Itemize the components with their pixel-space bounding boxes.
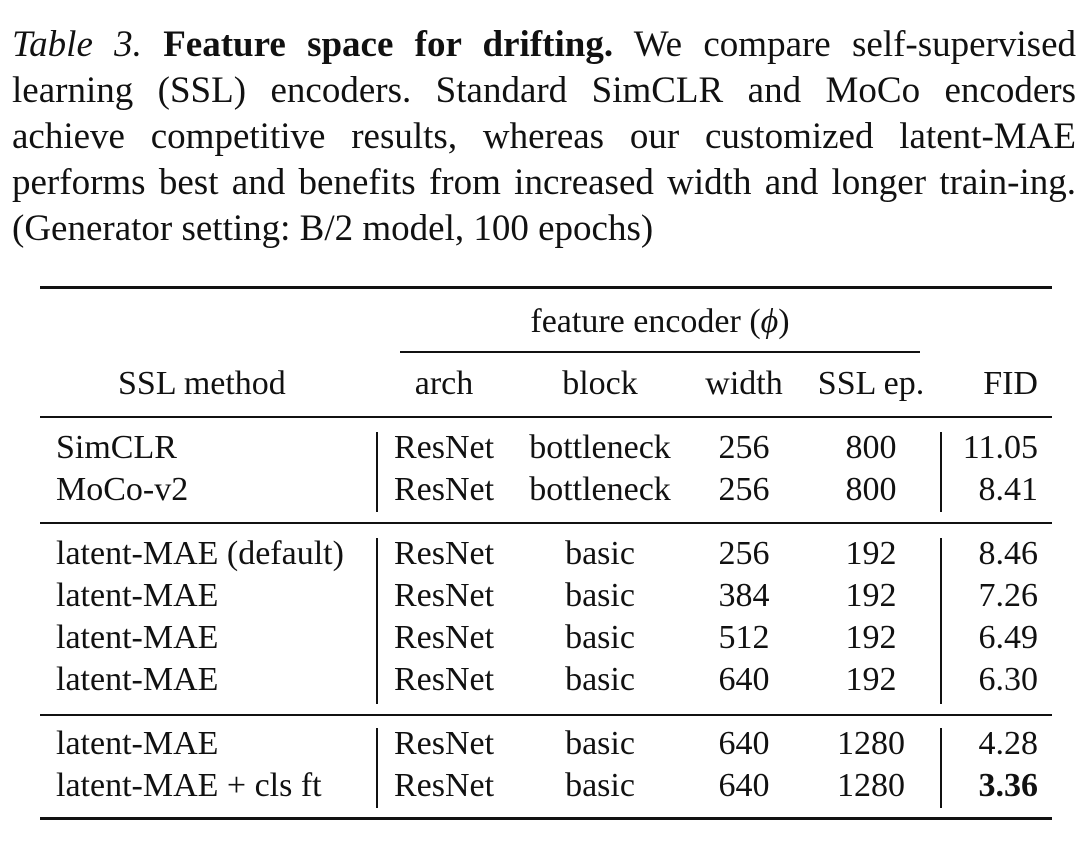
table-row-6-width: 640: [718, 725, 770, 762]
table-row-1-width: 256: [718, 471, 770, 508]
table-row-1-arch: ResNet: [393, 471, 495, 508]
table-row-2-block: basic: [565, 535, 635, 572]
caption-title: Feature space for drifting.: [163, 24, 614, 65]
table-row-3-fid: 7.26: [978, 577, 1038, 614]
header-ssl-ep: SSL ep.: [817, 365, 925, 402]
bottom-rule: [40, 817, 1052, 820]
table-row-2-sslep: 192: [845, 535, 897, 572]
table-row-6-block: basic: [565, 725, 635, 762]
table-row-5-arch: ResNet: [393, 661, 495, 698]
header-arch: arch: [414, 365, 474, 402]
table-row-6-arch: ResNet: [393, 725, 495, 762]
table-row-5-sslep: 192: [845, 661, 897, 698]
table-row-6-method: latent-MAE: [56, 725, 219, 762]
top-rule: [40, 286, 1052, 289]
table-row-5-width: 640: [718, 661, 770, 698]
table-row-1-fid: 8.41: [978, 471, 1038, 508]
table-row-0-sslep: 800: [845, 429, 897, 466]
table-row-0-method: SimCLR: [56, 429, 177, 466]
table-row-1-method: MoCo-v2: [56, 471, 189, 508]
vline-left-g3: [376, 728, 378, 808]
group-header: feature encoder (ϕ): [530, 303, 790, 340]
table-row-5-fid: 6.30: [978, 661, 1038, 698]
table-row-1-block: bottleneck: [529, 471, 671, 508]
table-row-0-width: 256: [718, 429, 770, 466]
table-row-6-fid: 4.28: [978, 725, 1038, 762]
table-row-4-fid: 6.49: [978, 619, 1038, 656]
table-row-3-arch: ResNet: [393, 577, 495, 614]
group-rule-1: [40, 522, 1052, 524]
table-row-2-width: 256: [718, 535, 770, 572]
header-width: width: [705, 365, 783, 402]
caption-text: We compare self-supervised learning (SSL) encoders. Standard SimCLR and MoCo encoders achieve competitive results, whereas our customized latent-MAE performs best and benefits from increased width and longer train-ing. (Generator setting: B/2 model, 100 epochs): [12, 24, 1076, 249]
table-row-4-sslep: 192: [845, 619, 897, 656]
table-row-0-arch: ResNet: [393, 429, 495, 466]
table-row-4-method: latent-MAE: [56, 619, 219, 656]
table-row-2-method: latent-MAE (default): [56, 535, 344, 572]
table-caption: [12, 22, 1076, 252]
table-row-7-width: 640: [718, 767, 770, 804]
header-rule: [40, 416, 1052, 418]
table-row-0-block: bottleneck: [529, 429, 671, 466]
table-row-3-width: 384: [718, 577, 770, 614]
table-row-1-sslep: 800: [845, 471, 897, 508]
group-header-rule: [400, 351, 920, 353]
caption-label: Table 3.: [12, 24, 142, 65]
table-row-4-arch: ResNet: [393, 619, 495, 656]
table-row-4-block: basic: [565, 619, 635, 656]
table-row-7-sslep: 1280: [837, 767, 905, 804]
header-ssl-method: SSL method: [118, 365, 286, 402]
vline-left-g1: [376, 432, 378, 512]
table-row-7-block: basic: [565, 767, 635, 804]
table-row-7-fid-best: 3.36: [978, 767, 1038, 804]
results-table: [40, 286, 1052, 822]
table-row-5-method: latent-MAE: [56, 661, 219, 698]
table-row-7-arch: ResNet: [393, 767, 495, 804]
table-row-6-sslep: 1280: [837, 725, 905, 762]
table-row-0-fid: 11.05: [962, 429, 1038, 466]
table-row-2-arch: ResNet: [393, 535, 495, 572]
table-row-3-sslep: 192: [845, 577, 897, 614]
table-row-3-method: latent-MAE: [56, 577, 219, 614]
header-fid: FID: [983, 365, 1038, 402]
table-row-5-block: basic: [565, 661, 635, 698]
header-block: block: [562, 365, 638, 402]
group-rule-2: [40, 714, 1052, 716]
table-row-2-fid: 8.46: [978, 535, 1038, 572]
table-row-3-block: basic: [565, 577, 635, 614]
table-row-4-width: 512: [718, 619, 770, 656]
table-row-7-method: latent-MAE + cls ft: [56, 767, 322, 804]
vline-left-g2: [376, 538, 378, 704]
